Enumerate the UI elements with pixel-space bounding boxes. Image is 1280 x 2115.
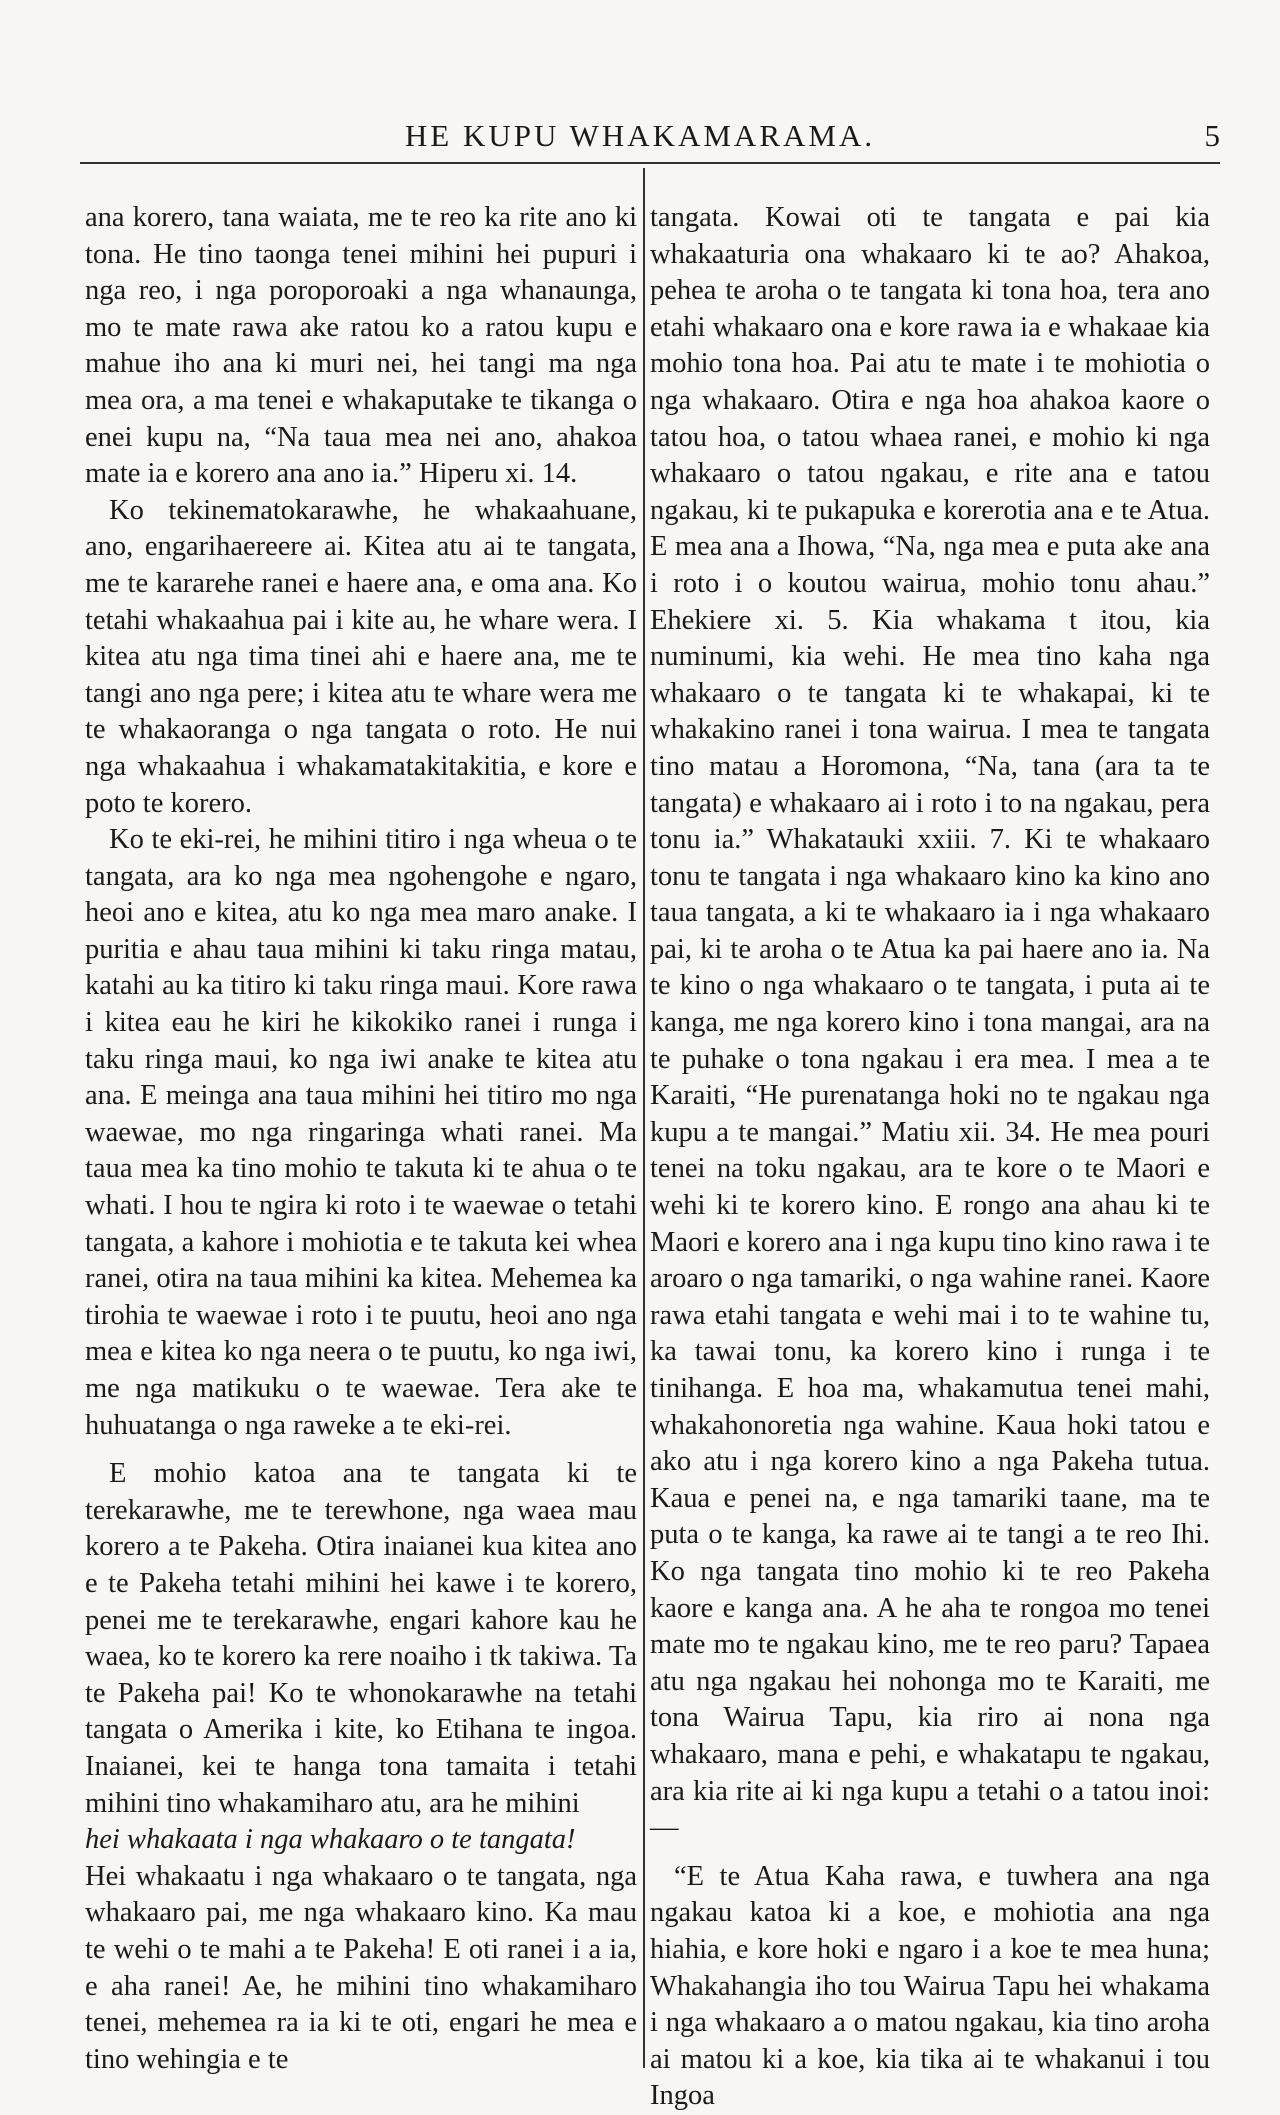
left-column bbox=[85, 200, 637, 2078]
paragraph: Ko te eki-rei, he mihini titiro i nga wheua o te tangata, ara ko nga mea ngohengohe e ngaro, heoi ano e kitea, atu ko nga mea maro anake. I puritia e ahau taua mihini ki taku ringa matau, katahi au ka titiro ki taku ringa maui. Kore rawa i kitea eau he kiri he kikokiko ranei i runga i taku ringa maui, ko nga iwi anake te kitea atu ana. E meinga ana taua mihini hei titiro mo nga waewae, mo nga ringaringa whati ranei. Ma taua mea ka tino mohio te takuta ki te ahua o te whati. I hou te ngira ki roto i te waewae o tetahi tangata, a kahore i mohiotia e te takuta kei whea ranei, otira na taua mihini ka kitea. Mehemea ka tirohia te waewae i roto i te puutu, heoi ano nga mea e kitea ko nga neera o te puutu, ko nga iwi, me nga matikuku o te waewae. Tera ake te huhuatanga o nga raweke a te eki-rei. bbox=[85, 824, 637, 1441]
paragraph-italic: hei whakaata i nga whakaaro o te tangata! bbox=[85, 1824, 576, 1856]
header-rule bbox=[80, 162, 1220, 164]
paragraph: tangata. Kowai oti te tangata e pai kia whakaaturia ona whakaaro ki te ao? Ahakoa, pehea te aroha o te tangata ki tona hoa, tera ano etahi whakaaro ona e kore rawa ia e whakaae kia mohio tona hoa. Pai atu te mate i te mohiotia o nga whakaaro. Otira e nga hoa ahakoa kaore o tatou hoa, o tatou whaea ranei, e mohio ki nga whakaaro o tatou ngakau, e rite ana e tatou ngakau, ki te pukapuka e korerotia ana e te Atua. E mea ana a Ihowa, “Na, nga mea e puta ake ana i roto i o koutou wairua, mohio tonu ahau.” Ehekiere xi. 5. Kia whakama t itou, kia numinumi, kia wehi. He mea tino kaha nga whakaaro o te tangata ki te whakapai, ki te whakakino ranei i tona wairua. I mea te tangata tino matau a Horomona, “Na, tana (ara ta te tangata) e whakaaro ai i roto i to na ngakau, pera tonu ia.” Whakatauki xxiii. 7. Ki te whakaaro tonu te tangata i nga whakaaro kino ka kino ano taua tangata, a ki te whakaaro ia i nga whakaaro pai, ki te aroha o te Atua ka pai haere ano ia. Na te kino o nga whakaaro o te tangata, i puta ai te kanga, me nga korero kino i tona mangai, ara na te puhake o tona ngakau i era mea. I mea a te Karaiti, “He purenatanga hoki no te ngakau nga kupu a te mangai.” Matiu xii. 34. He mea pouri tenei na toku ngakau, ara te kore o te Maori e wehi ki te korero kino. E rongo ana ahau ki te Maori e korero ana i nga kupu tino kino rawa i te aroaro o nga tamariki, o nga wahine ranei. Kaore rawa etahi tangata e wehi mai i to te wahine tu, ka tawai tonu, ka korero kino i runga i te tinihanga. E hoa ma, whakamutua tenei mahi, whakahonoretia nga wahine. Kaua hoki tatou e ako atu i nga korero kino a nga Pakeha tutua. Kaua e penei na, e nga tamariki taane, ma te puta o te kanga, ka rawe ai te tangi a te reo Ihi. Ko nga tangata tino mohio ki te reo Pakeha kaore e kanga ana. A he aha te rongoa mo tenei mate mo te ngakau kino, me te reo paru? Tapaea atu nga ngakau hei nohonga mo te Karaiti, me tona Wairua Tapu, kia riro ai nona nga whakaaro, mana e pehi, e whakatapu te ngakau, ara kia rite ai ki nga kupu a tetahi o a tatou inoi:— bbox=[650, 202, 1210, 1844]
right-column bbox=[650, 200, 1210, 2115]
paragraph: Ko tekinematokarawhe, he whakaahuane, ano, engarihaereere ai. Kitea atu ai te tangata, me te kararehe ranei e haere ana, e oma ana. Ko tetahi whakaahua pai i kite au, he whare wera. I kitea atu nga tima tinei ahi e haere ana, me te tangi ano nga pere; i kitea atu te whare wera me te whakaoranga o nga tangata o roto. He nui nga whakaahua i whakamatakitakitia, e kore e poto te korero. bbox=[85, 494, 637, 819]
column-divider bbox=[643, 168, 645, 2068]
paragraph: ana korero, tana waiata, me te reo ka rite ano ki tona. He tino taonga tenei mihini hei pupuri i nga reo, i nga poroporoaki a nga whanaunga, mo te mate rawa ake ratou ko a ratou kupu e mahue iho ana ki muri nei, hei tangi ma nga mea ora, a ma tenei e whakaputake te tikanga o enei kupu na, “Na taua mea nei ano, ahakoa mate ia e korero ana ano ia.” Hiperu xi. 14. bbox=[85, 202, 637, 490]
paragraph: Hei whakaatu i nga whakaaro o te tangata, nga whakaaro pai, me nga whakaaro kino. Ka mau te wehi o te mahi a te Pakeha! E oti ranei i a ia, e aha ranei! Ae, he mihini tino whakamiharo tenei, mehemea ra ia ki te oti, engari he mea e tino wehingia e te bbox=[85, 1860, 637, 2075]
running-title: HE KUPU WHAKAMARAMA. bbox=[404, 118, 876, 153]
paragraph: “E te Atua Kaha rawa, e tuwhera ana nga ngakau katoa ki a koe, e mohiotia ana nga hiahia, e kore hoki e ngaro i a koe te mea huna; Whakahangia iho tou Wairua Tapu hei whakama i nga whakaaro a o matou ngakau, kia tino aroha ai matou ki a koe, kia tika ai te whakanui i tou Ingoa bbox=[650, 1860, 1210, 2112]
page-number: 5 bbox=[1204, 118, 1220, 153]
paragraph: E mohio katoa ana te tangata ki te terekarawhe, me te terewhone, nga waea mau korero a te Pakeha. Otira inaianei kua kitea ano e te Pakeha tetahi mihini hei kawe i te korero, penei me te terekarawhe, engari kahore kau he waea, ko te korero ka rere noaiho i tk takiwa. Ta te Pakeha pai! Ko te whonokarawhe na tetahi tangata o Amerika i kite, ko Etihana te ingoa. Inaianei, kei te hanga tona tamaita i tetahi mihini tino whakamiharo atu, ara he mihini bbox=[85, 1458, 637, 1819]
running-head bbox=[60, 118, 1220, 162]
